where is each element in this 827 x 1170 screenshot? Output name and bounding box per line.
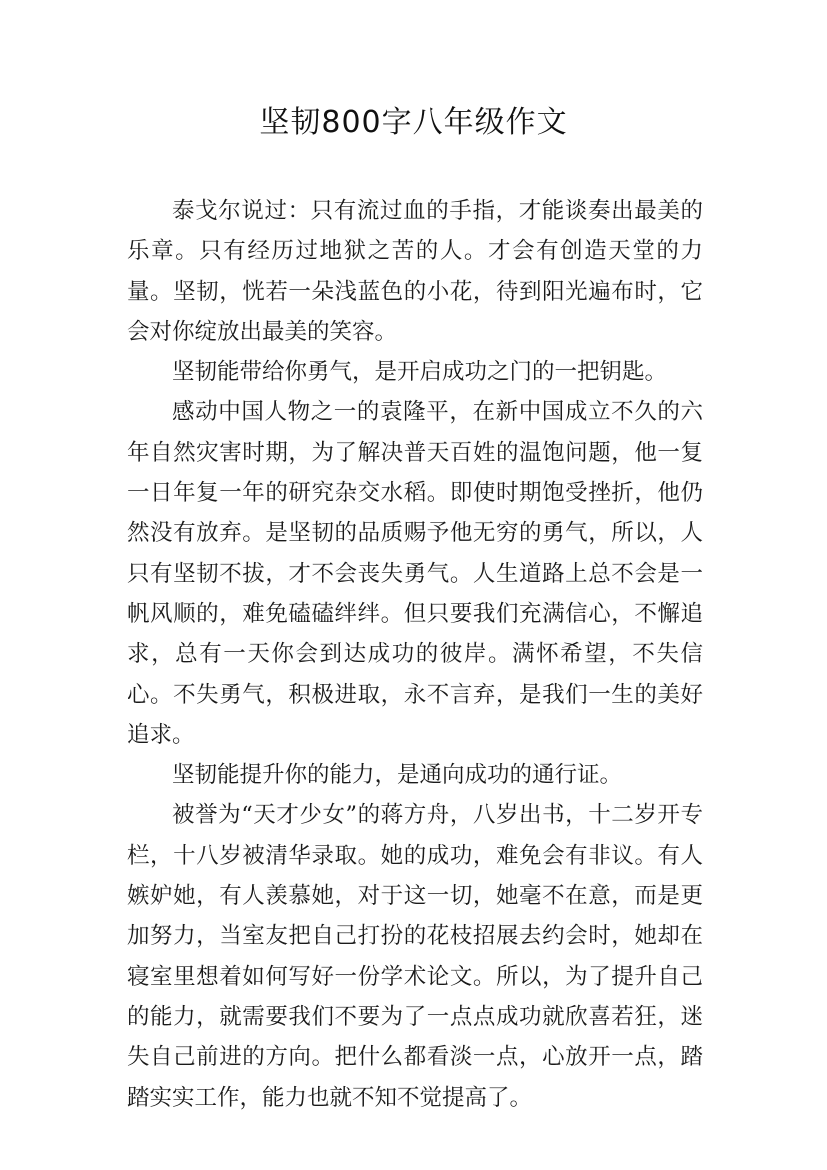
- paragraph: 泰戈尔说过：只有流过血的手指，才能谈奏出最美的乐章。只有经历过地狱之苦的人。才会有创造天堂的力量。坚韧，恍若一朵浅蓝色的小花，待到阳光遍布时，它会对你绽放出最美的笑容。: [127, 198, 703, 345]
- document-body: [127, 191, 703, 1118]
- paragraph: 感动中国人物之一的袁隆平，在新中国成立不久的六年自然灾害时期，为了解决普天百姓的温饱问题，他一复一日年复一年的研究杂交水稻。即使时期饱受挫折，他仍然没有放弃。是坚韧的品质赐予他无穷的勇气，所以，人只有坚韧不拔，才不会丧失勇气。人生道路上总不会是一帆风顺的，难免磕磕绊绊。但只要我们充满信心，不懈追求，总有一天你会到达成功的彼岸。满怀希望，不失信心。不失勇气，积极进取，永不言弃，是我们一生的美好追求。: [127, 399, 703, 748]
- document-title: 坚韧800字八年级作文: [259, 105, 568, 140]
- paragraph: 坚韧能带给你勇气，是开启成功之门的一把钥匙。: [172, 359, 668, 386]
- paragraph: 被誉为“天才少女”的蒋方舟，八岁出书，十二岁开专栏，十八岁被清华录取。她的成功，难免会有非议。有人嫉妒她，有人羡慕她，对于这一切，她毫不在意，而是更加努力，当室友把自己打扮的花枝招展去约会时，她却在寝室里想着如何写好一份学术论文。所以，为了提升自己的能力，就需要我们不要为了一点点成功就欣喜若狂，迷失自己前进的方向。把什么都看淡一点，心放开一点，踏踏实实工作，能力也就不知不觉提高了。: [127, 802, 703, 1111]
- paragraph: 坚韧能提升你的能力，是通向成功的通行证。: [172, 762, 623, 789]
